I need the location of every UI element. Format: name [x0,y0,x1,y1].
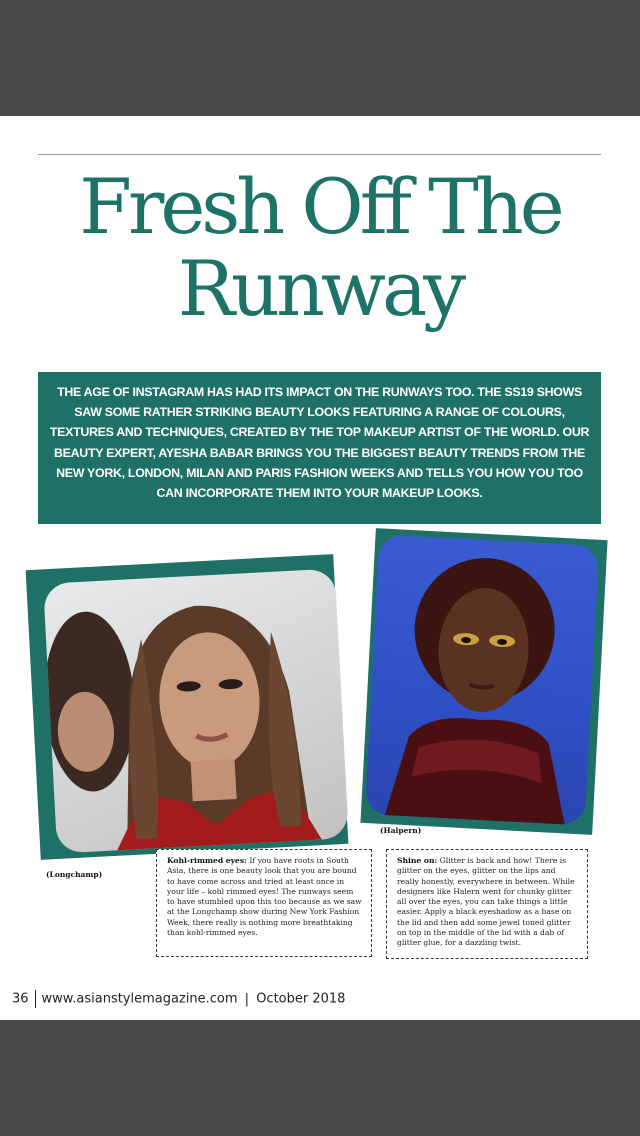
footer-separator: | [244,991,250,1007]
kohl-rimmed-eyes-box [156,849,372,957]
page-footer [12,990,345,1008]
page-number: 36 [12,991,29,1007]
longchamp-photo [43,569,349,854]
issue-date: October 2018 [256,991,346,1007]
shine-heading: Shine on: [397,856,438,865]
kohl-text: If you have roots in South Asia, there is one beauty look that you are bound to have come across and tried at least once in your life – kohl rimmed eyes! The runways seem to have stumbled upon this too because as we saw at the Longchamp show during New York Fashion Week, there really is nothing more breathtaking than kohl-rimmed eyes. [167,856,362,938]
shine-text: Glitter is back and how! There is glitter on the eyes, glitter on the lips and really honestly, everywhere in between. While designers like Halern went for chunky glitter all over the eyes, you can take things a little easier. Apply a black eyeshadow as a base on the lid and then add some jewel toned glitter on top in the middle of the lid with a dab of glitter glue, for a dazzling twist. [397,856,575,948]
bottom-viewer-bar [0,1020,640,1136]
top-divider [38,154,601,155]
top-viewer-bar [0,0,640,116]
longchamp-caption: (Longchamp) [46,870,103,879]
website-url: www.asianstylemagazine.com [41,991,238,1007]
shine-on-box [386,849,588,959]
title-line-1: Fresh Off The [79,162,561,251]
magazine-page[interactable] [0,116,640,1020]
halpern-caption: (Halpern) [380,826,422,835]
halpern-photo [365,534,599,825]
title-line-2: Runway [177,244,463,333]
intro-panel: THE AGE OF INSTAGRAM HAS HAD ITS IMPACT ON THE RUNWAYS TOO. THE SS19 SHOWS SAW SOME RATHER STRIKING BEAUTY LOOKS FEATURING A RANGE OF COLOURS, TEXTURES AND TECHNIQUES, CREATED BY THE TOP MAKEUP ARTIST OF THE WORLD. OUR BEAUTY EXPERT, AYESHA BABAR BRINGS YOU THE BIGGEST BEAUTY TRENDS FROM THE NEW YORK, LONDON, MILAN AND PARIS FASHION WEEKS AND TELLS YOU HOW YOU TOO CAN INCORPORATE THEM INTO YOUR MAKEUP LOOKS. [38,372,601,524]
footer-divider [35,990,36,1008]
kohl-heading: Kohl-rimmed eyes: [167,856,247,865]
article-title [0,162,640,333]
